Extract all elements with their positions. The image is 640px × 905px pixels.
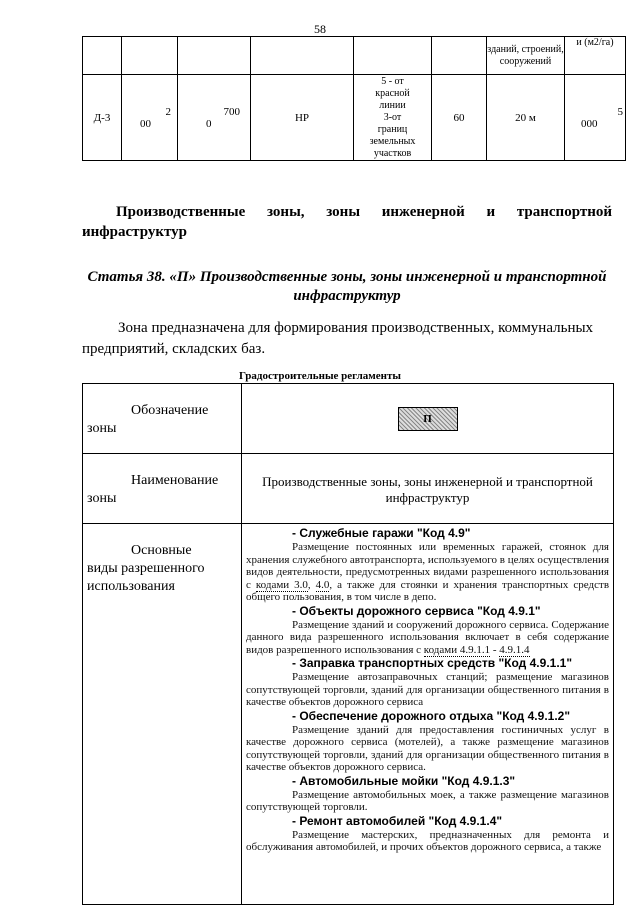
- code-link[interactable]: 4.9.1.4: [499, 643, 530, 656]
- cell-min-area-top: 2: [165, 105, 171, 118]
- uses-label-2: виды разрешенного: [87, 561, 205, 576]
- zone-name-line-2: инфраструктур: [385, 490, 470, 505]
- zone-name-line-1: Производственные зоны, зоны инженерной и транспортной: [262, 474, 593, 489]
- cell-nr: НР: [251, 75, 354, 161]
- designation-value-cell: [242, 384, 614, 454]
- cell-percent: 60: [432, 75, 487, 161]
- header-cell-buildings: зданий, строений, сооружений: [487, 37, 565, 75]
- code-link[interactable]: кодами 4.9.1.1: [423, 643, 491, 656]
- setback-line: границ: [377, 123, 408, 135]
- article-title: [82, 268, 612, 306]
- heading-word: инженерной: [381, 204, 465, 220]
- designation-label: Обозначение: [131, 403, 209, 418]
- cell-min-area: [122, 75, 178, 161]
- code-link[interactable]: 4.0: [315, 578, 330, 591]
- list-item: [246, 774, 609, 814]
- cell-height: 20 м: [487, 75, 565, 161]
- use-title: - Заправка транспортных средств "Код 4.9.1.1": [292, 656, 573, 670]
- intro-line-1: Зона предназначена для формирования производственных, коммунальных: [118, 320, 594, 336]
- heading-word: Производственные: [116, 204, 246, 220]
- intro-paragraph: [82, 318, 612, 360]
- use-description: Размещение мастерских, предназначенных для ремонта и обслуживания автомобилей, и прочих объектов дорожного сервиса, а также: [246, 828, 609, 853]
- use-title: - Автомобильные мойки "Код 4.9.1.3": [292, 773, 516, 788]
- setback-line: земельных: [369, 135, 416, 147]
- list-item: [246, 656, 609, 709]
- list-item: [246, 814, 609, 854]
- use-description: Размещение автозаправочных станций; размещение магазинов сопутствующей торговли, зданий для организации общественного питания в качестве объектов дорожного сервиса: [246, 671, 609, 708]
- use-description: Размещение зданий и сооружений дорожного сервиса. Содержание данного вида разрешенного использования включает в себя содержание видов разрешенного использования с кодами 4.9.1.1 - 4.9.1.4: [246, 618, 609, 656]
- use-title: - Объекты дорожного сервиса "Код 4.9.1": [292, 603, 541, 618]
- name-label: Наименование: [131, 473, 219, 488]
- cell-max-area-top: 700: [223, 105, 240, 118]
- name-row: [83, 454, 614, 524]
- setback-line: красной: [375, 87, 410, 99]
- article-title-line-1: Статья 38. «П» Производственные зоны, зоны инженерной и транспортной: [87, 269, 607, 285]
- cell-max-area: [178, 75, 251, 161]
- regulations-table: [82, 383, 614, 905]
- page-number: 58: [314, 22, 326, 36]
- cell-density-bottom: 000: [581, 117, 598, 130]
- designation-row: [83, 384, 614, 454]
- zone-code-cell: Д-3: [83, 75, 122, 161]
- cell-density: [565, 75, 626, 161]
- heading-word: и: [486, 204, 496, 220]
- section-heading: [82, 202, 612, 242]
- article-title-line-2: инфраструктур: [293, 288, 401, 304]
- heading-word: транспортной: [516, 204, 612, 220]
- continuation-table: [82, 36, 626, 161]
- intro-line-2: предприятий, складских баз.: [82, 341, 266, 357]
- uses-label-cell: [83, 524, 242, 905]
- designation-label-cell: [83, 384, 242, 454]
- setback-line: 5 - от: [381, 75, 404, 87]
- cell-density-top: 5: [617, 105, 623, 118]
- zone-name-cell: [242, 454, 614, 524]
- list-item: [246, 526, 609, 604]
- cell-setbacks: [354, 75, 432, 161]
- section-heading-line-1: [82, 202, 612, 222]
- cell-min-area-bottom: 00: [140, 117, 151, 130]
- cell-max-area-bottom: 0: [206, 117, 212, 130]
- code-link[interactable]: кодами 3.0: [255, 578, 308, 591]
- use-title: - Служебные гаражи "Код 4.9": [292, 526, 471, 540]
- zone-code-badge: [398, 407, 458, 431]
- use-description: Размещение постоянных или временных гаражей, стоянок для хранения служебного автотранспорта, используемого в целях осуществления видов деятельности, предусмотренных видами разрешенного использования с кодами 3.0, 4.0, а также для стоянки и хранения транспортных средств общего пользования, в том числе в депо.: [246, 541, 610, 603]
- table-row: [83, 75, 626, 161]
- uses-label: Основные: [131, 543, 192, 558]
- designation-label-2: зоны: [87, 421, 117, 436]
- zone-code: П: [423, 412, 432, 425]
- name-label-cell: [83, 454, 242, 524]
- section-heading-line-2: инфраструктур: [82, 224, 188, 240]
- list-item: [246, 709, 609, 774]
- setback-line: участков: [373, 147, 412, 159]
- regulations-title: Градостроительные регламенты: [238, 370, 401, 382]
- uses-label-3: использования: [87, 579, 175, 594]
- use-description: Размещение зданий для предоставления гостиничных услуг в качестве дорожного сервиса (мотелей), а также размещение магазинов сопутствующей торговли, зданий для организации общественного питания в качестве объектов дорожного сервиса.: [246, 723, 609, 773]
- name-label-2: зоны: [87, 491, 117, 506]
- table-header-row: [83, 37, 626, 75]
- uses-list: [242, 524, 614, 905]
- uses-row: [83, 524, 614, 905]
- use-description: Размещение автомобильных моек, а также размещение магазинов сопутствующей торговли.: [246, 788, 609, 813]
- list-item: [246, 604, 609, 657]
- setback-line: линии: [379, 99, 406, 111]
- heading-word: зоны: [326, 204, 361, 220]
- use-title: - Ремонт автомобилей "Код 4.9.1.4": [292, 813, 503, 828]
- header-cell-density: и (м2/га): [565, 37, 626, 75]
- use-title: - Обеспечение дорожного отдыха "Код 4.9.1.2": [292, 708, 571, 723]
- heading-word: зоны,: [266, 204, 305, 220]
- setback-line: 3-от: [383, 111, 402, 123]
